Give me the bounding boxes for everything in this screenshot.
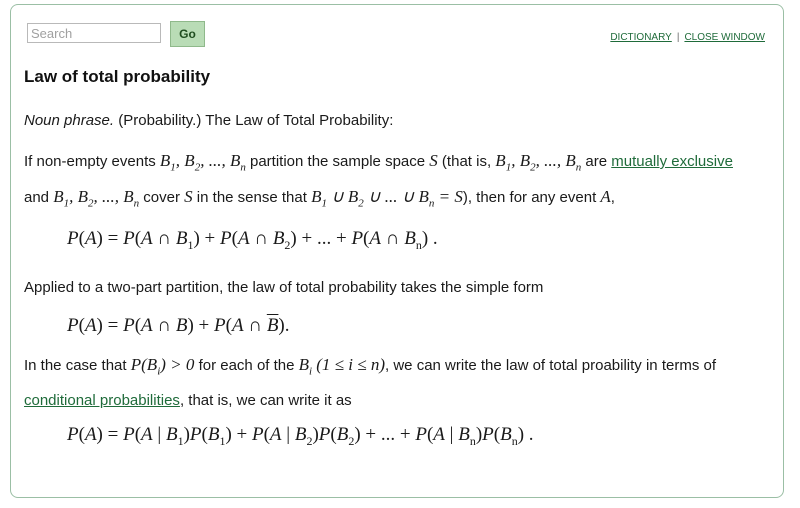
formula-two-part: P(A) = P(A ∩ B) + P(A ∩ $\overline{B}$).: [67, 314, 290, 336]
close-window-link[interactable]: CLOSE WINDOW: [684, 32, 765, 43]
text-span: for each of the: [194, 356, 299, 374]
top-bar: [27, 21, 765, 49]
text-span: In the case that: [24, 356, 131, 374]
entry-title: Law of total probability: [24, 67, 211, 86]
math-S: S: [184, 187, 193, 207]
partition-paragraph: [24, 146, 776, 219]
text-span: (that is,: [437, 153, 496, 170]
formula-total-probability: P(A) = P(A ∩ $B_1) + P(A$ ∩ $B_2$) + ... + P(A ∩ $B_n$) .: [67, 227, 438, 252]
dictionary-link[interactable]: DICTIONARY: [610, 32, 672, 43]
text-span: are: [581, 153, 612, 170]
definition-text: (Probability.) The Law of Total Probability:: [114, 112, 394, 129]
math-A: A: [600, 187, 611, 207]
text-span: cover: [139, 189, 185, 207]
applied-paragraph: Applied to a two-part partition, the law of total probability takes the simple form: [24, 278, 544, 296]
text-span: ,: [610, 189, 615, 207]
text-span: partition the sample space: [245, 153, 430, 170]
go-button[interactable]: Go: [170, 21, 205, 47]
mutually-exclusive-link[interactable]: mutually exclusive: [611, 153, 733, 170]
conditional-paragraph: [24, 350, 776, 415]
dictionary-panel: [10, 4, 784, 498]
math-union: $B_1$ ∪ $B_2$ ∪ ... ∪ $B_n = S$: [311, 187, 463, 210]
text-span: , we can write the law of total proability in terms of: [385, 356, 716, 374]
entry-content: [24, 67, 776, 455]
formula-conditional: P(A) = P(A | $B_1)P(B_1) + P(A$ | $B_2)P(B_2)$ + ... + P(A | $B_n)P(B_n)$ .: [67, 423, 534, 448]
definition-line: [24, 106, 776, 135]
top-links: [610, 32, 765, 43]
text-span: , that is, we can write it as: [179, 391, 352, 409]
text-span: and: [24, 189, 54, 207]
math-range: (1 ≤ i ≤ n): [316, 354, 386, 374]
conditional-probabilities-link[interactable]: conditional probabilities: [24, 391, 180, 409]
part-of-speech: Noun phrase.: [24, 112, 115, 129]
link-separator: |: [676, 32, 680, 43]
math-S: S: [429, 151, 438, 170]
math-events: $B_1$, $B_2$, ..., $B_n$: [159, 151, 246, 174]
math-condition: $P(B_i) > 0$: [130, 354, 195, 377]
math-Bi: $B_i$: [298, 354, 313, 377]
text-span: in the sense that: [192, 189, 312, 207]
math-events: $B_1$, $B_2$, ..., $B_n$: [495, 151, 582, 174]
math-events: $B_1$, $B_2$, ..., $B_n$: [53, 187, 140, 210]
text-span: ), then for any event: [462, 189, 601, 207]
text-span: If non-empty events: [24, 153, 160, 170]
search-input[interactable]: [27, 23, 161, 43]
